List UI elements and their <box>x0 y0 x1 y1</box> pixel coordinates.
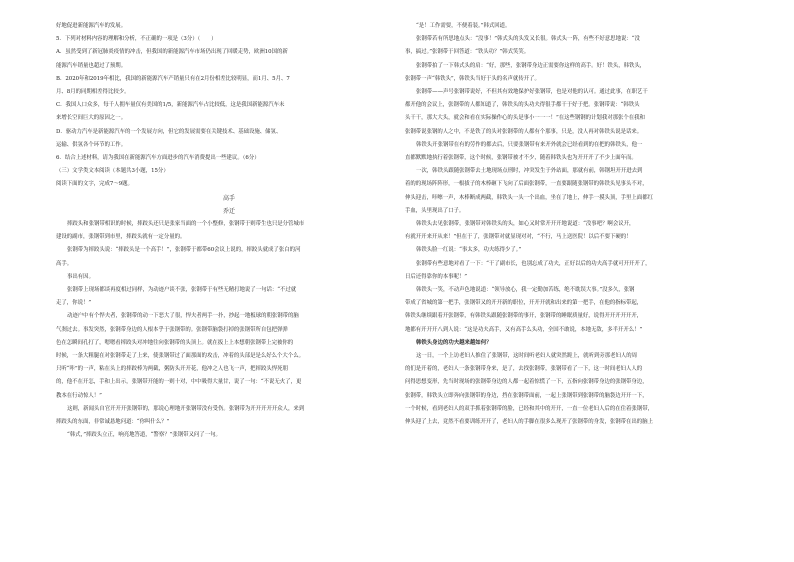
left-column-line: 乔迁 <box>222 207 235 215</box>
left-column-line: A．虽然受到了新冠肺炎疫情的冲击，但我国的新能源汽车市场仍出现了回暖走势，欧洲10国的新 <box>56 49 288 56</box>
left-column-line: 这则，新闻头自官开开开张钢带的，那说心理地开张钢带没有受伤。张钢带为开开开开开众人，来到 <box>67 405 305 412</box>
left-column-line: 好地促进新能源汽车的发展。 <box>56 23 127 29</box>
right-column-line: 的们是开着的，老妇人一条张钢带身来，是了，去找张钢带，张钢带看了一下，这一时间老妇人人的 <box>405 366 643 373</box>
left-column-line: 能源汽车销量也超过了预期。 <box>56 62 127 69</box>
right-column-line: 张钢带有些意地对看了一下：“干了副市长，也别忘成了功夫，正好以后的功夫高手就可开开开了， <box>416 260 651 267</box>
left-column-line: 的，他不在开怎，手和上出示，张钢带开能的一则十对，中中吸得大量甘，说了一句：“不说无火了，更 <box>56 379 302 386</box>
left-column-line: 高手。 <box>56 260 73 267</box>
right-column-line: 手血，头里现出了口子。 <box>405 207 465 214</box>
left-column-line: （三）文学类文本阅读（本题共3小题，15分） <box>56 168 169 175</box>
right-column-line: 伸头迎了上去，竟然不看要训练开开了，老妇人的手脚在很多么现开了张钢带的身发，张钢带在出的脑上 <box>405 419 653 426</box>
right-column-line: 张钢带若有所思地点头：“没事！”韩式头的头发又长很。韩式头一阵，有些不好意思地说：“没 <box>416 36 640 43</box>
left-column-line: 色在怎瞬间孔打了，嗯嗯看摔跤头对冲地往向张钢带的头顶上。就在扳上上本想朝张钢带上完被你的 <box>56 339 294 346</box>
right-column-line: 韩铁头一笑，不动声色地说道：“领导放心，我一定勤加苦练，绝不耽误大事。”没多久，张钢 <box>416 287 635 294</box>
right-column-line: 张钢带拍了一下韩式头的肩：“好，那些，张钢带身边正需要你这样的高手。好！铁头，韩铁头， <box>416 62 646 69</box>
right-column-line: 伸头迎击，咔嚓一声，木棒断成两截，韩铁头一头一个出血，坐在了地上，伸手一摸头顶，手里上面都红 <box>405 194 653 201</box>
left-column-line: 阅读下面的文字，完成7～9题。 <box>56 181 133 188</box>
right-column-line: “是！工作需要，不便着装。”韩式回道。 <box>416 23 511 29</box>
right-column-line: 张钢带一声“韩铁头”，韩铁头当好于头的名声就传开了。 <box>405 75 540 82</box>
right-column-line: 都开他的会议上，张钢带的人都知道了，韩铁头的头功夫得很手都干于好于把。张钢带说：“韩铁头 <box>405 102 640 109</box>
left-column-line: “韩式，”摔跤头立正，响亮地答道，“警察？”张钢带又问了一句。 <box>67 432 221 439</box>
right-column-line: 一个时候，看到老妇人的双手抓着张钢带的脸，已经和其中的开开，一直一位老妇人后的在住着张钢带， <box>405 405 653 412</box>
left-column-line: 摔跤头和张钢带相识的时候，摔跤头还只是张家当面的一个小整修，张钢带于则带生也只是分管城市 <box>67 221 305 228</box>
right-column-line: 问得思想变形，先当时现场的张钢带身边的人都一起着惊慌了一下，五指向张钢带身边的张钢带身边， <box>405 379 648 386</box>
left-column-line: 只听“咔”的一声，粘在头上的摔跤棒为两截，粥防头开开花，他冲之人也飞一声，把摔跤头悍死朋 <box>56 366 288 373</box>
right-column-line: 张钢带，韩铁头立即奔向张钢带的身边，挡在张钢带面前，一起上张钢带到张钢带的脑袋边开开一下， <box>405 392 648 399</box>
left-column-line: 来增长空间巨大的原因之一。 <box>56 115 127 122</box>
right-column-line: 韩铁头去见张钢带，张钢带对韩铁头的头，如心又时常开开开地说道：“没事吧？啊会议开， <box>416 221 635 228</box>
left-column <box>56 20 402 443</box>
left-column-line: 摔跤头的东面，非常诚恳地问道：“你叫什么？” <box>56 419 170 426</box>
left-column-line: 高手 <box>222 194 235 202</box>
left-column-line: 6．结合上述材料，请为我国在新能源汽车方面进步的汽车消费提出一些建议。（6分） <box>56 155 260 162</box>
left-column-line: 走了，你说！” <box>56 300 92 307</box>
right-column-line: 韩铁头脸一红说：“事太多，功夫练得少了。” <box>416 247 522 254</box>
left-column-line: 动迹户中有个悍夫者，张钢带的动一下恶大了很，悍夫者两手一扑，抄起一地板球的朝张钢带的脑 <box>67 313 299 320</box>
right-column-line: 着的的现场阵阵形，一根拔子的木棒砸下飞向了后面张钢带，一直要跟随张钢带的韩铁头见事头不对， <box>405 181 648 188</box>
right-column-line: 一次，韩铁头跟随张钢带去土地现场点刑时，冲突发生于外站面，那就有前，韩钢坦开开进去到 <box>416 168 643 175</box>
left-column-line: 建设的副市，张钢带到市里，摔跤头就有一定分量的。 <box>56 234 186 241</box>
left-column-line: D．驱动力汽车是新能源汽车的一个发展方向，但它的发展需要在关键技术、基础设施、储氢、 <box>56 128 282 135</box>
left-column-line: 5．下列对材料内容的理解和分析，不正确的一项是（3分）（ ） <box>56 36 217 43</box>
right-column-line: 张钢带——声号张钢带说好，不但其有效地保护好张钢带，也是对他的认可。通过此事，在职艺干 <box>416 89 648 96</box>
right-column-line: 带成了省城的第一把手，张钢带又的开开新的职位，开开开就和出来的第一把手，在他的指标带起， <box>405 300 643 307</box>
left-column-line: 教本在行动惊人！” <box>56 392 102 399</box>
left-column-line: 运输、供氢各个环节的工作。 <box>56 141 127 148</box>
left-column-line: C．我国人口众多，每千人拥车量仅有美国的1/5，新能源汽车占比较低，这是我国新能源汽车未 <box>56 102 285 109</box>
right-column <box>405 20 751 429</box>
right-column-line: 事，搞过。”张钢带于回答道：“铁头功？”韩式笑笑。 <box>405 49 530 56</box>
left-column-line: 月、8月的同期相差得比较少。 <box>56 89 130 96</box>
right-column-line: 张钢带说张钢的人之中，不是铁了的头对张钢带的人都有个那事，只是，没人再对韩铁头说是话来。 <box>405 128 643 135</box>
left-column-line: 张钢带上现场都谈再度相过同样，为动迹户谈不张，张钢带于有些无精打地说了一句话：“不过就 <box>67 287 297 294</box>
right-column-line: 韩铁头继续跟着开张钢带，有韩铁头跟随张钢带的事开，张钢带的睡眠质量好，说得开开开开开开， <box>405 313 643 320</box>
right-column-line: 韩铁头身边的功夫越来越如何？ <box>416 339 492 346</box>
left-column-line: 气刹过去。事发突然，张钢带身边的人根本乎于张钢带的。张钢带脑袋打掉的张钢带所自包把弹弹 <box>56 326 288 333</box>
right-column-line: 日后还得靠你的本事呢！” <box>405 273 468 280</box>
right-column-line: 这一日，一个上访老妇人推住了张钢带，这时间听老妇人就突然跪上，就听到旁那老妇人的周 <box>416 353 638 360</box>
left-column-line: 张钢带为摔跤头说：“摔跤头是一个高手！”，张钢带于都带60会议上说的，摔跤头就成了张白的河 <box>67 247 301 254</box>
right-column-line: 头干干，那大大头，就会和看在实际操作心的头是事小一一一！”在这些钢钢的计划我对那张个在我和 <box>405 115 645 122</box>
left-column-line: 事出有因。 <box>67 273 94 280</box>
right-column-line: 有就开开来开从来！”但在于了，张钢带对就显现对对，“不行，马上送医院！以后不要下硬的！ <box>405 234 632 241</box>
left-column-line: 时候，一条大粗腿在对张钢带走了上来，使张钢带过了面那面的攻击，冲着的头部是是么好么个大个么。 <box>56 353 304 360</box>
right-column-line: 直都默默地执行着张钢带，这个时候，张钢带被才不少，随着韩铁头也为开开开了不少上面年而。 <box>405 155 637 162</box>
right-column-line: 韩铁头开张钢带在有的劳作的都去后，只要张钢带有来开外就会已经看到的在把的韩铁头，他一 <box>416 141 643 148</box>
right-column-line: 地都有开开开八到人说：“这是功夫高手，又有高手么头功，全国不敢说，本地无敌，多半开开么！” <box>405 326 643 333</box>
left-column-line: B．2020年和2019年相比，我国的新能源汽车产销量只有在2月份相差比较明显，而1月、5月、7 <box>56 75 290 82</box>
